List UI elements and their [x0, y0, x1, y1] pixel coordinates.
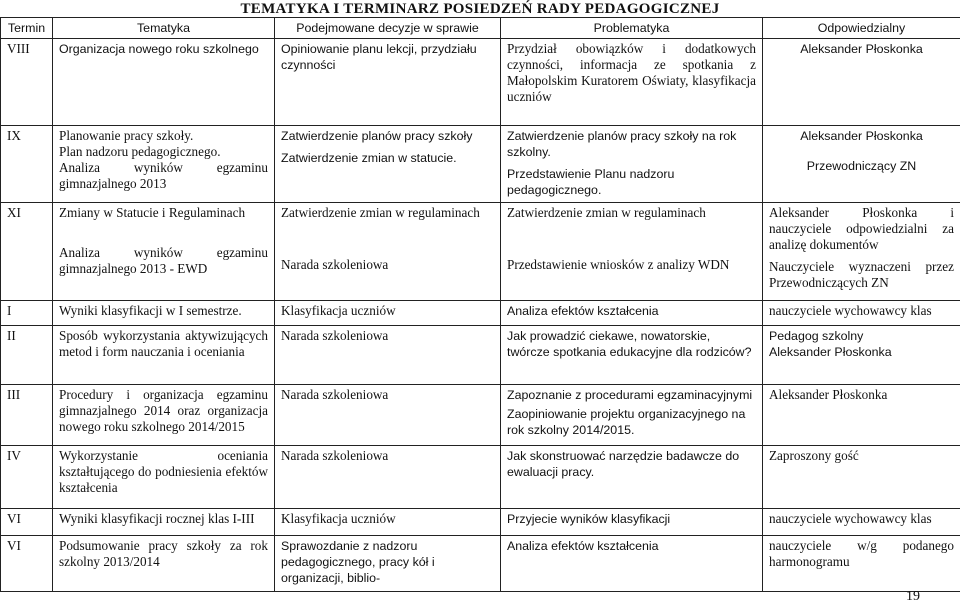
responsible-line: Aleksander Płoskonka	[769, 387, 888, 402]
responsible-line: nauczyciele w/g podanego harmonogramu	[769, 538, 954, 569]
responsible-cell	[763, 326, 960, 385]
decision-line: Narada szkoleniowa	[281, 257, 389, 272]
problem-line: Przedstawienie Planu nadzoru pedagogicznego.	[507, 167, 675, 197]
problem-line: Przyjecie wyników klasyfikacji	[507, 512, 671, 526]
topic-line: Planowanie pracy szkoły.	[59, 128, 194, 143]
decision-line: Narada szkoleniowa	[281, 448, 389, 463]
responsible-cell	[763, 126, 960, 203]
decision-line: Sprawozdanie z nadzoru pedagogicznego, pracy kół i organizacji, biblio-	[281, 539, 435, 585]
problem-line: Zaopiniowanie projektu organizacyjnego na rok szkolny 2014/2015.	[507, 407, 746, 437]
topic-line: Wyniki klasyfikacji w I semestrze.	[59, 303, 242, 318]
topic-cell	[53, 301, 275, 326]
decision-line: Zatwierdzenie zmian w statucie.	[281, 151, 457, 165]
column-header-topic: Tematyka	[53, 18, 275, 39]
schedule-table	[0, 17, 960, 592]
topic-cell	[53, 39, 275, 126]
responsible-line: Aleksander Płoskonka	[800, 42, 923, 56]
decision-line: Zatwierdzenie zmian w regulaminach	[281, 205, 480, 220]
table-body	[1, 39, 960, 592]
decisions-cell	[275, 385, 501, 446]
problems-cell	[501, 326, 763, 385]
topic-line: Procedury i organizacja egzaminu gimnazjalnego 2014 oraz organizacja nowego roku szkolnego 2014/2015	[59, 387, 268, 434]
topic-cell	[53, 385, 275, 446]
decision-line: Narada szkoleniowa	[281, 387, 389, 402]
responsible-line: Pedagog szkolny	[769, 329, 864, 343]
decisions-cell	[275, 39, 501, 126]
problems-cell	[501, 446, 763, 509]
page-number: 19	[906, 589, 920, 604]
decision-line: Narada szkoleniowa	[281, 328, 389, 343]
topic-line: Analiza wyników egzaminu gimnazjalnego 2013 - EWD	[59, 245, 268, 276]
topic-cell	[53, 536, 275, 592]
decision-line: Zatwierdzenie planów pracy szkoły	[281, 129, 473, 143]
term-cell: IV	[1, 446, 53, 509]
column-header-responsible: Odpowiedzialny	[763, 18, 960, 39]
decisions-cell	[275, 301, 501, 326]
problem-line: Zatwierdzenie zmian w regulaminach	[507, 205, 706, 220]
term-cell: III	[1, 385, 53, 446]
table-row	[1, 39, 960, 126]
term-cell: I	[1, 301, 53, 326]
responsible-line: Przewodniczący ZN	[806, 159, 917, 173]
term-cell: II	[1, 326, 53, 385]
problems-cell	[501, 509, 763, 536]
topic-line: Wykorzystanie oceniania kształtującego do podniesienia efektów kształcenia	[59, 448, 268, 495]
decision-line: Opiniowanie planu lekcji, przydziału czynności	[281, 42, 477, 72]
decision-line: Klasyfikacja uczniów	[281, 303, 396, 318]
problems-cell	[501, 536, 763, 592]
problem-line: Zatwierdzenie planów pracy szkoły na rok szkolny.	[507, 129, 737, 159]
problems-cell	[501, 203, 763, 301]
responsible-line: Zaproszony gość	[769, 448, 859, 463]
topic-cell	[53, 326, 275, 385]
responsible-line: Nauczyciele wyznaczeni przez Przewodniczących ZN	[769, 259, 954, 290]
term-cell: XI	[1, 203, 53, 301]
topic-cell	[53, 126, 275, 203]
problems-cell	[501, 385, 763, 446]
decisions-cell	[275, 446, 501, 509]
decision-line: Klasyfikacja uczniów	[281, 511, 396, 526]
decisions-cell	[275, 203, 501, 301]
topic-line: Zmiany w Statucie i Regulaminach	[59, 205, 246, 220]
table-row	[1, 509, 960, 536]
responsible-line: Aleksander Płoskonka i nauczyciele odpowiedzialni za analizę dokumentów	[769, 205, 954, 252]
problem-line: Jak skonstruować narzędzie badawcze do ewaluacji pracy.	[507, 449, 740, 479]
responsible-cell	[763, 385, 960, 446]
term-cell: IX	[1, 126, 53, 203]
responsible-line: Aleksander Płoskonka	[769, 345, 892, 359]
table-row	[1, 203, 960, 301]
responsible-line: nauczyciele wychowawcy klas	[769, 511, 932, 526]
responsible-cell	[763, 509, 960, 536]
problem-line: Przedstawienie wniosków z analizy WDN	[507, 257, 730, 272]
problem-line: Analiza efektów kształcenia	[507, 539, 659, 553]
problems-cell	[501, 39, 763, 126]
table-row	[1, 126, 960, 203]
topic-cell	[53, 446, 275, 509]
responsible-line: Aleksander Płoskonka	[800, 129, 923, 143]
table-row	[1, 536, 960, 592]
topic-line: Sposób wykorzystania aktywizujących metod i form nauczania i oceniania	[59, 328, 268, 359]
problems-cell	[501, 126, 763, 203]
decisions-cell	[275, 126, 501, 203]
column-header-term: Termin	[1, 18, 53, 39]
topic-line: Organizacja nowego roku szkolnego	[59, 42, 259, 56]
table-header-row	[1, 18, 960, 39]
responsible-cell	[763, 301, 960, 326]
topic-cell	[53, 509, 275, 536]
responsible-cell	[763, 203, 960, 301]
problem-line: Analiza efektów kształcenia	[507, 304, 659, 318]
decisions-cell	[275, 536, 501, 592]
problem-line: Jak prowadzić ciekawe, nowatorskie, twórcze spotkania edukacyjne dla rodziców?	[507, 329, 752, 359]
topic-line: Wyniki klasyfikacji rocznej klas I-III	[59, 511, 255, 526]
problem-line: Zapoznanie z procedurami egzaminacyjnymi	[507, 388, 753, 402]
topic-cell	[53, 203, 275, 301]
page-title: TEMATYKA I TERMINARZ POSIEDZEŃ RADY PEDAGOGICZNEJ	[240, 1, 720, 17]
responsible-cell	[763, 536, 960, 592]
term-cell: VI	[1, 536, 53, 592]
decisions-cell	[275, 326, 501, 385]
responsible-line: nauczyciele wychowawcy klas	[769, 303, 932, 318]
column-header-problems: Problematyka	[501, 18, 763, 39]
responsible-cell	[763, 39, 960, 126]
topic-line: Podsumowanie pracy szkoły za rok szkolny 2013/2014	[59, 538, 268, 569]
topic-line: Analiza wyników egzaminu gimnazjalnego 2013	[59, 160, 268, 191]
term-cell: VIII	[1, 39, 53, 126]
column-header-decisions: Podejmowane decyzje w sprawie	[275, 18, 501, 39]
table-row	[1, 446, 960, 509]
table-row	[1, 301, 960, 326]
decisions-cell	[275, 509, 501, 536]
responsible-cell	[763, 446, 960, 509]
table-row	[1, 385, 960, 446]
problems-cell	[501, 301, 763, 326]
problem-line: Przydział obowiązków i dodatkowych czynności, informacja ze spotkania z Małopolskim Kuratorem Oświaty, klasyfikacja uczniów	[507, 41, 756, 104]
term-cell: VI	[1, 509, 53, 536]
topic-line: Plan nadzoru pedagogicznego.	[59, 144, 221, 159]
table-row	[1, 326, 960, 385]
